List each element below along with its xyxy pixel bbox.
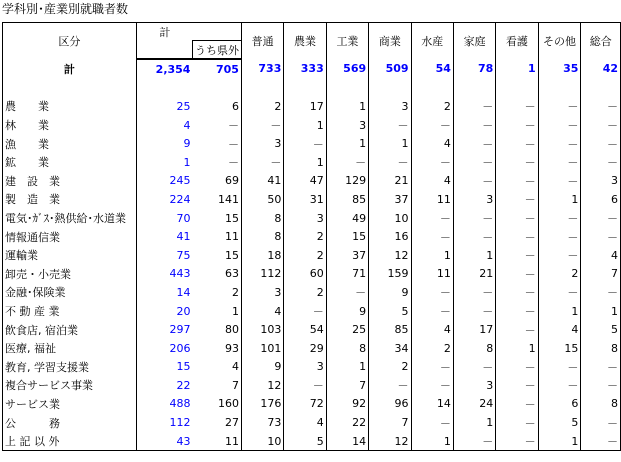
cell-value: 5 (538, 413, 581, 432)
table-row (3, 283, 621, 302)
cell-value: － (453, 302, 495, 321)
row-label: 教育, 学習支援業 (3, 358, 137, 377)
header-total: 計 (136, 23, 241, 41)
cell-total: 9 (136, 134, 192, 153)
cell-outside-pref: 15 (224, 248, 239, 262)
cell-value: － (453, 283, 495, 302)
cell-value: 1 (326, 97, 368, 116)
cell-value: － (581, 209, 621, 228)
cell-outside-pref: 11 (224, 230, 239, 244)
row-label: 計 (3, 59, 137, 79)
cell-value: － (453, 97, 495, 116)
cell-outside-pref: 11 (192, 432, 241, 451)
cell-value: 21 (369, 172, 411, 191)
cell-value: － (496, 395, 538, 414)
cell-value: 2 (369, 358, 411, 377)
cell-value: 1 (581, 302, 621, 321)
cell-value: 176 (241, 395, 283, 414)
cell-total: 112 (136, 413, 192, 432)
header-row (3, 23, 621, 41)
cell-value: 101 (241, 339, 283, 358)
cell-value: 37 (369, 190, 411, 209)
cell-value: 1 (284, 116, 326, 135)
cell-value: 96 (369, 395, 411, 414)
cell-value: 5 (581, 320, 621, 339)
table-row (3, 172, 621, 191)
row-label: 金融･保険業 (3, 283, 137, 302)
cell-value: － (581, 116, 621, 135)
cell-value: － (496, 209, 538, 228)
cell-value: 3 (453, 376, 495, 395)
table-row (3, 320, 621, 339)
cell-value: 8 (453, 339, 495, 358)
cell-value: － (581, 153, 621, 172)
header-total-blank (136, 41, 192, 60)
cell-outside-pref: 2 (231, 285, 239, 299)
cell-value: 35 (538, 59, 581, 79)
cell-value: 1 (496, 59, 538, 79)
cell-value: 1 (411, 432, 453, 451)
cell-total: 488 (136, 395, 192, 414)
cell-outside-pref: 69 (224, 174, 239, 188)
cell-value: 8 (241, 209, 283, 228)
cell-value: － (538, 376, 581, 395)
cell-value: 2 (284, 227, 326, 246)
row-label: 不 動 産 業 (3, 302, 137, 321)
cell-value: 3 (284, 209, 326, 228)
table-row (3, 432, 621, 451)
table-row (3, 302, 621, 321)
cell-value: 1 (453, 413, 495, 432)
cell-value: 50 (241, 190, 283, 209)
cell-value: 7 (581, 265, 621, 284)
cell-value: 31 (284, 190, 326, 209)
cell-outside-pref: 63 (224, 267, 239, 281)
header-col-0: 普通 (241, 23, 283, 60)
cell-value: 6 (581, 190, 621, 209)
table-row (3, 116, 621, 135)
cell-value: － (411, 209, 453, 228)
cell-value: 7 (326, 376, 368, 395)
cell-total: 4 (136, 116, 192, 135)
cell-value: 15 (538, 339, 581, 358)
cell-value: － (538, 116, 581, 135)
cell-value: － (284, 134, 326, 153)
cell-total: 20 (136, 302, 192, 321)
cell-value: 15 (326, 227, 368, 246)
table-row (3, 227, 621, 246)
cell-value: 8 (581, 339, 621, 358)
cell-value: 7 (369, 413, 411, 432)
cell-value: － (581, 134, 621, 153)
cell-value: － (496, 190, 538, 209)
cell-value: 85 (369, 320, 411, 339)
row-label: 上 記 以 外 (3, 432, 137, 451)
cell-value: 1 (326, 134, 368, 153)
table-row (3, 246, 621, 265)
cell-value: － (581, 432, 621, 451)
row-label: 情報通信業 (3, 227, 137, 246)
cell-value: 2 (284, 246, 326, 265)
cell-value: － (581, 227, 621, 246)
cell-value: 16 (369, 227, 411, 246)
row-label: 公 務 (3, 413, 137, 432)
cell-value: － (496, 153, 538, 172)
cell-value: 2 (411, 97, 453, 116)
cell-value: 3 (326, 116, 368, 135)
cell-value: 37 (326, 246, 368, 265)
cell-value: － (326, 153, 368, 172)
cell-value: 11 (411, 190, 453, 209)
cell-outside-pref: 4 (231, 360, 239, 374)
cell-value: － (369, 376, 411, 395)
cell-value: － (581, 97, 621, 116)
cell-total: 22 (136, 376, 192, 395)
cell-value: 9 (369, 283, 411, 302)
cell-value: 21 (453, 265, 495, 284)
cell-value: 4 (411, 172, 453, 191)
cell-value: 1 (369, 134, 411, 153)
cell-value: － (496, 376, 538, 395)
cell-value: 12 (369, 432, 411, 451)
cell-value: 18 (241, 246, 283, 265)
cell-value: － (538, 246, 581, 265)
cell-total: 1 (136, 153, 192, 172)
cell-value: 49 (326, 209, 368, 228)
cell-value: 2 (284, 283, 326, 302)
cell-value: － (284, 376, 326, 395)
cell-value: － (453, 358, 495, 377)
cell-total: 2,354 (136, 59, 192, 79)
cell-total: 206 (136, 339, 192, 358)
table-row (3, 358, 621, 377)
cell-value: 1 (453, 246, 495, 265)
cell-value: 22 (326, 413, 368, 432)
cell-value: 54 (284, 320, 326, 339)
cell-value: 8 (241, 227, 283, 246)
cell-value: 4 (581, 246, 621, 265)
cell-value: － (284, 302, 326, 321)
cell-value: 12 (241, 376, 283, 395)
header-col-6: 看護 (496, 23, 538, 60)
cell-value: 1 (538, 190, 581, 209)
row-label: サービス業 (3, 395, 137, 414)
total-row (3, 59, 621, 79)
cell-outside-pref: 27 (224, 416, 239, 430)
cell-value: 25 (326, 320, 368, 339)
cell-value: 71 (326, 265, 368, 284)
cell-value: － (496, 320, 538, 339)
cell-outside-pref: 7 (231, 378, 239, 392)
cell-value: 78 (453, 59, 495, 79)
header-col-5: 家庭 (453, 23, 495, 60)
table-row (3, 153, 621, 172)
cell-value: － (453, 153, 495, 172)
cell-value: 34 (369, 339, 411, 358)
cell-value: 54 (411, 59, 453, 79)
header-category: 区分 (3, 23, 137, 60)
cell-value: － (453, 172, 495, 191)
cell-total: 75 (136, 246, 192, 265)
row-label: 林 業 (3, 116, 137, 135)
cell-value: 24 (453, 395, 495, 414)
table-row (3, 413, 621, 432)
page-title: 学科別･産業別就職者数 (2, 2, 129, 16)
table-row (3, 209, 621, 228)
cell-value: 129 (326, 172, 368, 191)
cell-value: 2 (241, 97, 283, 116)
cell-value: － (453, 227, 495, 246)
row-label: 建 設 業 (3, 172, 137, 191)
cell-outside-pref: － (227, 156, 239, 170)
cell-value: 72 (284, 395, 326, 414)
cell-value: － (453, 432, 495, 451)
cell-outside-pref: － (227, 119, 239, 133)
cell-value: 14 (411, 395, 453, 414)
row-label: 鉱 業 (3, 153, 137, 172)
cell-value: 509 (369, 59, 411, 79)
cell-value: 85 (326, 190, 368, 209)
cell-value: － (241, 153, 283, 172)
cell-value: － (496, 302, 538, 321)
cell-value: － (411, 227, 453, 246)
cell-value: 10 (241, 432, 283, 451)
cell-value: 4 (538, 320, 581, 339)
cell-value: 1 (326, 358, 368, 377)
cell-value: 103 (241, 320, 283, 339)
cell-value: 47 (284, 172, 326, 191)
cell-value: － (453, 134, 495, 153)
row-label: 電気･ｶﾞｽ･熱供給･水道業 (3, 209, 137, 228)
cell-value: 11 (411, 265, 453, 284)
table-row (3, 97, 621, 116)
cell-total: 25 (136, 97, 192, 116)
header-col-3: 商業 (369, 23, 411, 60)
table-row (3, 265, 621, 284)
cell-value: － (581, 376, 621, 395)
cell-value: 159 (369, 265, 411, 284)
cell-value: － (496, 413, 538, 432)
cell-total: 224 (136, 190, 192, 209)
cell-total: 15 (136, 358, 192, 377)
cell-outside-pref: 141 (217, 192, 239, 206)
cell-value: 92 (326, 395, 368, 414)
cell-value: 1 (538, 432, 581, 451)
cell-value: － (411, 358, 453, 377)
row-label: 医療, 福祉 (3, 339, 137, 358)
cell-outside-pref: 93 (224, 341, 239, 355)
cell-value: 2 (411, 339, 453, 358)
cell-outside-pref: 160 (217, 397, 239, 411)
cell-outside-pref: 705 (216, 62, 239, 76)
cell-total: 70 (136, 209, 192, 228)
cell-value: 1 (496, 339, 538, 358)
cell-value: 17 (453, 320, 495, 339)
cell-value: 112 (241, 265, 283, 284)
cell-value: － (369, 116, 411, 135)
cell-value: 4 (241, 302, 283, 321)
cell-value: 5 (284, 432, 326, 451)
cell-value: － (496, 432, 538, 451)
cell-value: 9 (326, 302, 368, 321)
cell-value: － (538, 283, 581, 302)
cell-value: － (496, 265, 538, 284)
cell-total: 14 (136, 283, 192, 302)
cell-total: 43 (136, 432, 192, 451)
cell-value: 1 (284, 153, 326, 172)
cell-value: 4 (411, 320, 453, 339)
row-label: 製 造 業 (3, 190, 137, 209)
cell-value: 333 (284, 59, 326, 79)
cell-outside-pref: 6 (231, 99, 239, 113)
cell-value: － (241, 116, 283, 135)
cell-value: 733 (241, 59, 283, 79)
cell-value: 60 (284, 265, 326, 284)
cell-value: 42 (581, 59, 621, 79)
cell-value: 4 (411, 134, 453, 153)
cell-value: － (411, 153, 453, 172)
cell-value: 8 (581, 395, 621, 414)
cell-value: － (496, 116, 538, 135)
table-row (3, 339, 621, 358)
cell-value: 3 (453, 190, 495, 209)
cell-value: － (453, 116, 495, 135)
cell-value: 14 (326, 432, 368, 451)
cell-value: － (326, 283, 368, 302)
cell-value: 3 (241, 134, 283, 153)
cell-value: － (496, 172, 538, 191)
cell-value: － (538, 153, 581, 172)
cell-value: － (496, 246, 538, 265)
cell-value: － (496, 358, 538, 377)
cell-value: － (496, 227, 538, 246)
cell-value: － (411, 302, 453, 321)
cell-value: － (496, 134, 538, 153)
header-col-4: 水産 (411, 23, 453, 60)
cell-value: 3 (581, 172, 621, 191)
cell-value: － (496, 283, 538, 302)
cell-value: 3 (284, 358, 326, 377)
cell-total: 41 (136, 227, 192, 246)
spacer-row (3, 79, 621, 98)
table-row (3, 395, 621, 414)
cell-value: － (411, 283, 453, 302)
cell-value: 12 (369, 246, 411, 265)
cell-value: － (453, 209, 495, 228)
row-label: 複合サービス事業 (3, 376, 137, 395)
cell-value: － (538, 134, 581, 153)
cell-value: 10 (369, 209, 411, 228)
cell-value: － (581, 283, 621, 302)
header-col-1: 農業 (284, 23, 326, 60)
cell-value: － (538, 209, 581, 228)
cell-outside-pref: 15 (224, 211, 239, 225)
row-label: 運輸業 (3, 246, 137, 265)
cell-value: 9 (241, 358, 283, 377)
cell-value: 8 (326, 339, 368, 358)
employment-table (2, 22, 621, 451)
cell-total: 297 (136, 320, 192, 339)
row-label: 農 業 (3, 97, 137, 116)
cell-value: 569 (326, 59, 368, 79)
cell-value: 17 (284, 97, 326, 116)
cell-value: － (496, 97, 538, 116)
table-row (3, 376, 621, 395)
cell-value: 5 (369, 302, 411, 321)
header-col-7: その他 (538, 23, 581, 60)
cell-value: － (369, 153, 411, 172)
row-label: 漁 業 (3, 134, 137, 153)
row-label: 卸売・小売業 (3, 265, 137, 284)
cell-value: 3 (241, 283, 283, 302)
cell-value: － (411, 413, 453, 432)
cell-value: 6 (538, 395, 581, 414)
cell-value: 2 (538, 265, 581, 284)
cell-value: 41 (241, 172, 283, 191)
cell-value: － (538, 358, 581, 377)
cell-total: 443 (136, 265, 192, 284)
cell-value: － (581, 358, 621, 377)
cell-value: － (538, 97, 581, 116)
cell-value: － (581, 413, 621, 432)
cell-value: 3 (369, 97, 411, 116)
cell-value: 4 (284, 413, 326, 432)
row-label: 飲食店, 宿泊業 (3, 320, 137, 339)
cell-outside-pref: 1 (231, 304, 239, 318)
cell-outside-pref: 80 (224, 323, 239, 337)
cell-value: － (538, 227, 581, 246)
cell-value: 29 (284, 339, 326, 358)
table-row (3, 190, 621, 209)
cell-value: 1 (411, 246, 453, 265)
cell-value: － (411, 376, 453, 395)
cell-value: 1 (538, 302, 581, 321)
cell-total: 245 (136, 172, 192, 191)
header-col-8: 総合 (581, 23, 621, 60)
cell-value: － (538, 172, 581, 191)
cell-outside-pref: － (227, 137, 239, 151)
header-col-2: 工業 (326, 23, 368, 60)
header-outside-pref: うち県外 (192, 41, 241, 60)
table-row (3, 134, 621, 153)
cell-value: 73 (241, 413, 283, 432)
cell-value: － (411, 116, 453, 135)
